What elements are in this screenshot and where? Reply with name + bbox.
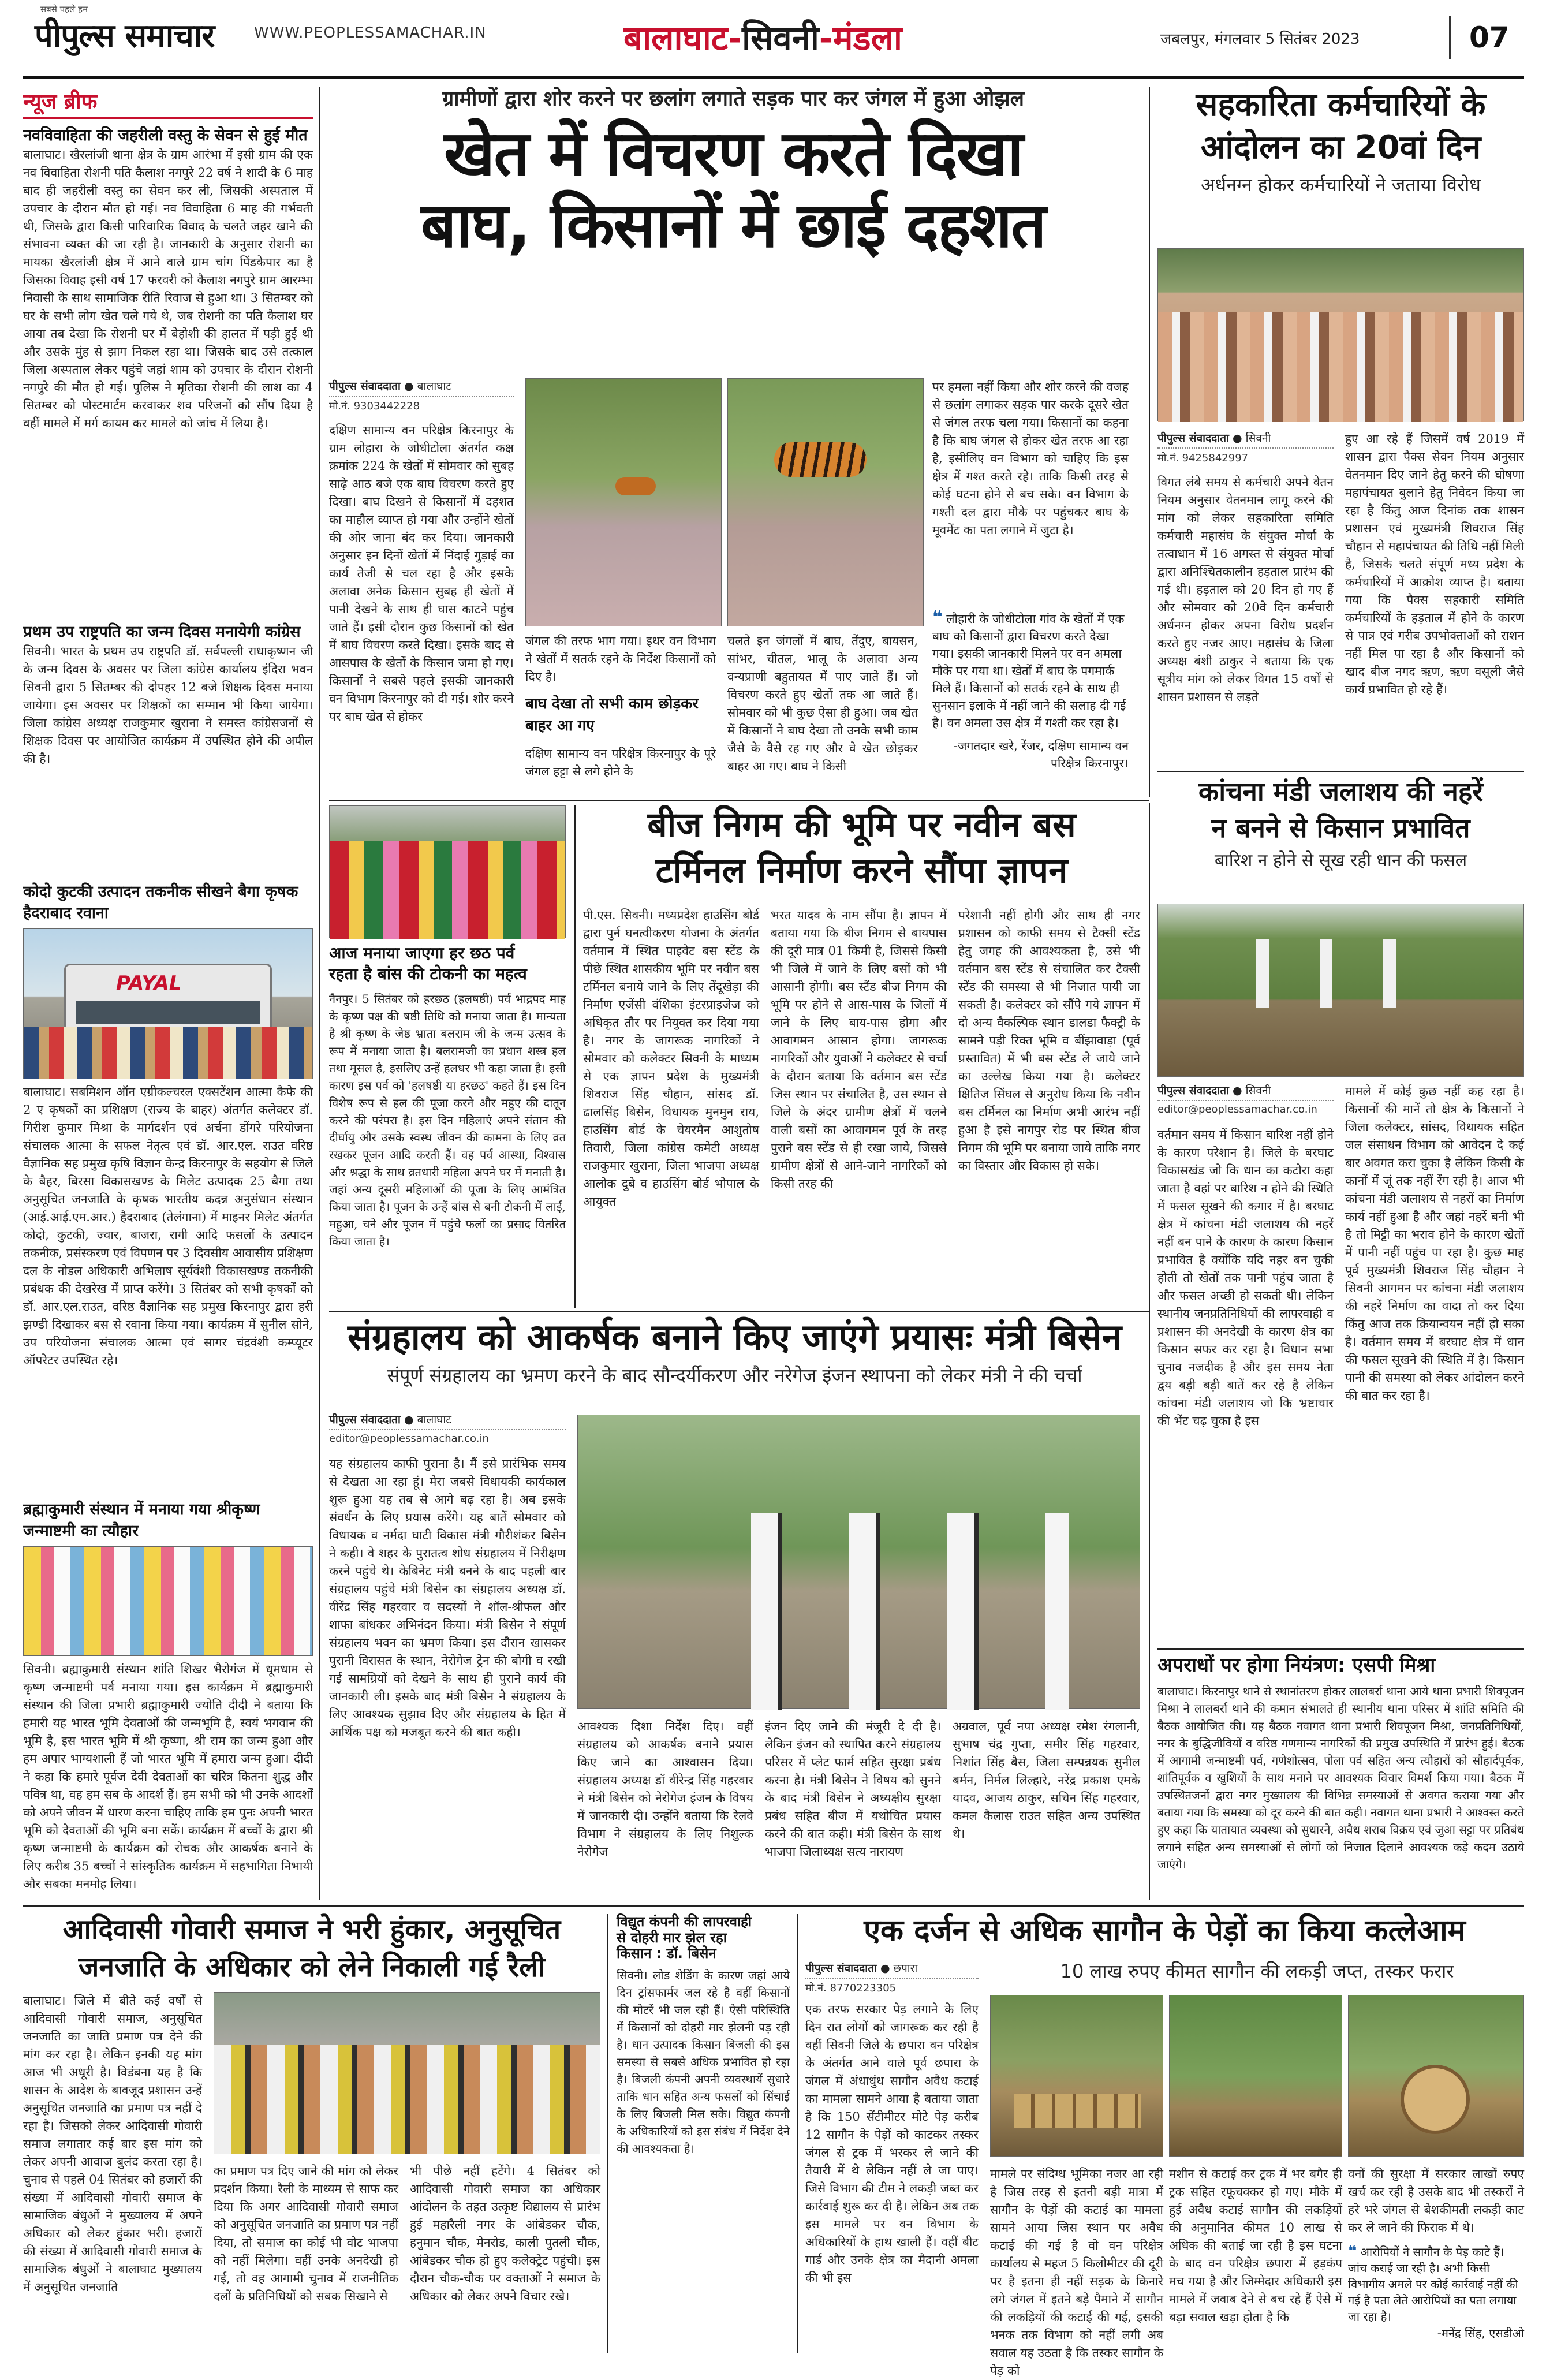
- brief-item-1: [23, 125, 313, 615]
- section-title-seoni: सिवनी: [742, 18, 819, 58]
- museum-byline-place: बालाघाट: [417, 1413, 451, 1426]
- police-story: [1157, 1654, 1524, 1897]
- teak-col-3: मशीन से कटाई कर ट्रक में भर बगैर ही ट्रक सहित रफूचक्कर हो गए। मौके में हुई अवैध कटाई सागौन की लकड़ियों की अनुमानित कीमत 10 लाख से अधिक की बताई जा रही है इस घटना के बाद वन परिक्षेत्र छपारा में हड़कंप मच गया है और जिम्मेदार अधिकारी इस मामले में जवाब देने से बच रहे हैं ऐसे में बड़ा सवाल खड़ा होता है कि: [1169, 2167, 1342, 2324]
- felled-logs: [1014, 2094, 1141, 2128]
- museum-col-2: आवश्यक दिशा निर्देश दिए। वहीं संग्रहालय को आकर्षक बनाने प्रयास किए जाने का आश्वासन दिया। संग्रहालय अध्यक्ष डॉ वीरेन्द्र सिंह गहरवार ने मंत्री बिसेन को नेरोगेज इंजन के विषय में जानकारी दी। उन्होंने बताया कि रेलवे विभाग ने संग्रहालय के लिए निशुल्क नेरोगेज: [577, 1719, 753, 1859]
- tiger-quote-text: लौहारी के जोधीटोला गांव के खेतों में एक बाघ को किसानों द्वारा विचरण करते देखा गया। इसकी जानकारी मिलने पर वन अमला मौके पर गया था। खेतों में बाघ के पगमार्क मिले हैं। किसानों को सतर्क रहने के साथ ही सुनसान इलाके में नहीं जाने की सलाह दी गई है। वन अमला उस क्षेत्र में गश्ती कर रहा है।: [932, 612, 1126, 730]
- kanchana-email[interactable]: editor@peoplessamachar.co.in: [1157, 1103, 1317, 1116]
- tree-stump: [1401, 2065, 1470, 2134]
- tiger-quote-by: -जगतदार खरे, रेंजर, दक्षिण सामान्य वन परिक्षेत्र किरनापुर।: [953, 739, 1129, 770]
- rally-photo: [214, 1992, 600, 2154]
- kanchana-col-2: मामले में कोई कुछ नहीं कह रहा है। किसानों की मानें तो क्षेत्र के किसानों ने जिला कलेक्टर, सांसद, विधायक सहित जल संसाधन विभाग को आवेदन दे कई बार अवगत करा चुका है लेकिन किसी के कानों में जूं तक नहीं रेंग रही है। आज भी कांचना मंडी जलाशय से नहरों का निर्माण कार्य नहीं हुआ है और जहां नहरें बनी भी है तो मिट्टी का भराव होने के कारण खेतों में पानी नहीं पहुंच पा रहा है। कुछ माह पूर्व मुख्यमंत्री शिवराज सिंह चौहान ने सिवनी आगमन पर कांचना मंडी जलाशय की नहरें निर्माण का वादा तो कर दिया किंतु आज तक क्रियान्वयन नहीं हो सका है। वर्तमान समय में बरघाट क्षेत्र में धान की फसल सूखने की स्थिति में है। किसान पानी की समस्या को लेकर आंदोलन करने की बात कर रहा है।: [1345, 1084, 1524, 1402]
- brief-item-3-title: कोदो कुटकी उत्पादन तकनीक सीखने बैगा कृषक हैदराबाद रवाना: [23, 883, 298, 922]
- news-brief-column: [23, 87, 313, 1900]
- teak-col-2: मामले पर संदिग्ध भूमिका नजर आ रही है जिस तरह से इतनी बड़ी मात्रा में सागौन के पेड़ों की कटाई का मामला सामने आया जिस स्थान पर अवैध कटाई की गई है वो वन परिक्षेत्र कार्यालय से महज 5 किलोमीटर की दूरी पर है इतना ही नहीं सड़क के किनारे लगे जंगल में इतने बड़े पैमाने में सागौन की लकड़ियों की कटाई की गई, इसकी भनक तक विभाग को नहीं लगी अब सवाल यह उठता है कि तस्कर सागौन के पेड़ को: [990, 2167, 1163, 2378]
- tiger-col-4: पर हमला नहीं किया और शोर करने की वजह से छलांग लगाकर सड़क पार करके दूसरे खेत से जंगल तरफ चला गया। किसानों का कहना है कि बाघ जंगल से होकर खेत तरफ आ रहा है, इसीलिए वन विभाग को चाहिए कि इस क्षेत्र में गश्त करते रहे। ताकि किसी तरह से कोई घटना होने से बच सके। वन विभाग के गश्ती दल द्वारा मौके पर पहुंचकर बाघ के मूवमेंट का पता लगाने में जुटा है।: [932, 380, 1129, 537]
- tiger-phone: मो.नं. 9303442228: [329, 400, 420, 412]
- tiger-quote: [932, 609, 1129, 732]
- teak-col-1: एक तरफ सरकार पेड़ लगाने के लिए दिन रात लोगों को जागरूक कर रही है वहीं सिवनी जिले के छपारा वन परिक्षेत्र के अंतर्गत आने वाले पूर्व छपारा के जंगल में अंधाधुंध सागौन अवैध कटाई का मामला सामने आया है बताया जाता है कि 150 सेंटीमीटर मोटे पेड़ करीब 12 सागौन के पेड़ों को काटकर तस्कर जंगल से ट्रक में भरकर ले जाने की तैयारी में थे लेकिन नहीं ले जा पाए। जिसे विभाग की टीम ने लकड़ी जब्त कर कार्रवाई शुरू कर दी है। लेकिन अब तक इस मामले पर वन विभाग के अधिकारियों के हाथ खाली हैं। वहीं बीट गार्ड और उनके क्षेत्र का मैदानी अमला की भी इस: [805, 2002, 979, 2285]
- electricity-headline-3: किसान : डॉ. बिसेन: [617, 1945, 716, 1962]
- teak-headline: एक दर्जन से अधिक सागौन के पेड़ों का किया कत्लेआम: [864, 1913, 1466, 1948]
- museum-subtitle: संपूर्ण संग्रहालय का भ्रमण करने के बाद सौन्दर्यीकरण और नरेगेज इंजन स्थापना को लेकर मंत्री ने की चर्चा: [387, 1364, 1082, 1387]
- bus-terminal-story: [583, 805, 1140, 1308]
- tiger-subhead: बाघ देखा तो सभी काम छोड़कर बाहर आ गए: [525, 695, 699, 734]
- kanchana-byline: पीपुल्स संवाददाता ● सिवनी editor@peoplessamachar.co.in: [1157, 1083, 1334, 1116]
- bamboo-rule: [574, 805, 576, 1308]
- section-title: [623, 14, 902, 59]
- tribal-headline-2: जनजाति के अधिकार को लेने निकाली गई रैली: [78, 1951, 546, 1984]
- quote-mark-icon: ❝: [1348, 2243, 1357, 2260]
- janmashtami-photo: [23, 1546, 313, 1656]
- teak-photo-1: [990, 1995, 1163, 2157]
- rally-crowd: [214, 2045, 600, 2154]
- coop-story: [1157, 87, 1524, 768]
- museum-col-1: यह संग्रहालय काफी पुराना है। मैं इसे प्रारंभिक समय से देखता आ रहा हूं। मेरा जबसे विधायकी कार्यकाल शुरू हुआ यह तब से आगे बढ़ रहा है। अब इसके संवर्धन के लिए प्रयास करेंगे। यह बातें सोमवार को विधायक व नर्मदा घाटी विकास मंत्री गौरीशंकर बिसेन ने कही। वे शहर के पुरातत्व शोध संग्रहालय में निरीक्षण करने पहुंचे थे। केबिनेट मंत्री बनने के बाद पहली बार संग्रहालय पहुंचे मंत्री बिसेन का संग्रहालय अध्यक्ष डॉ. वीरेंद्र सिंह गहरवार व सदस्यों ने शॉल-श्रीफल और शाफा बांधकर अभिनंदन किया। मंत्री बिसेन ने संपूर्ण संग्रहालय भवन का भ्रमण किया। इस दौरान खासकर पुरानी विरासत के स्थान, नेरोगेज ट्रेन की बोगी व रखी गई सामग्रियों को देखने के साथ ही पुराने कार्य की जानकारी ली। इसके बाद मंत्री बिसेन ने संग्रहालय के लिए आवश्यक सुझाव दिए और संग्रहालय के हित में आर्थिक पक्ष को मजबूत करने की बात कही।: [329, 1457, 566, 1739]
- bus-window-strip: [76, 1001, 260, 1024]
- teak-quote-by: -मनेंद्र सिंह, एसडीओ: [1437, 2326, 1524, 2340]
- coop-col-1: विगत लंबे समय से कर्मचारी अपने वेतन नियम अनुसार वेतनमान लागू करने की मांग को लेकर सहकारिता समिति कर्मचारी महासंघ के संयुक्त मोर्चा के तत्वाधान में 16 अगस्त से संयुक्त मोर्चा द्वारा अनिश्चितकालीन हड़ताल प्रारंभ की गई थी। हड़ताल को 20 दिन हो गए हैं और सोमवार को 20वे दिन कर्मचारी अर्धनग्न होकर अपना विरोध प्रदर्शन करते हुए नजर आए। महासंघ के जिला अध्यक्ष बंशी ठाकुर ने बताया कि एक सूत्रीय मांग को लेकर विगत 15 वर्षों से शासन प्रशासन से लड़ते: [1157, 475, 1334, 704]
- tiger-photo-2: [727, 378, 924, 626]
- tiger-col-2: जंगल की तरफ भाग गया। इधर वन विभाग ने खेतों में सतर्क रहने के निर्देश किसानों को दिए है।: [525, 634, 716, 684]
- masthead-rule: [23, 76, 1524, 79]
- news-brief-label: न्यूज ब्रीफ: [23, 87, 313, 119]
- brief-item-1-title: नवविवाहिता की जहरीली वस्तु के सेवन से हुई मौत: [23, 126, 308, 144]
- brief-item-4-text: सिवनी। ब्रह्माकुमारी संस्थान शांति शिखर भैरोगंज में धूमधाम से कृष्ण जन्माष्टमी पर्व मनाया गया। इस कार्यक्रम में ब्रह्माकुमारी संस्थान की जिला प्रभारी ब्रह्माकुमारी ज्योति दीदी ने बताया कि हमारी यह भारत भूमि देवताओं की जन्मभूमि है, स्वयं भगवान की भूमि है, इस भारत भूमि में श्री कृष्णा, श्री राम का जन्म हुआ और हम अपार भाग्यशाली हैं जो भारत भूमि में हमारा जन्म हुआ। दीदी ने कहा कि हमारे पूर्वज देवी देवताओं का चरित्र कितना शुद्ध और पवित्र था, वह हम सब के आदर्श हैं। हम सभी को भी उनके आदर्शों को अपने जीवन में धारण करना चाहिए ताकि हम पुनः अपनी भारत भूमि को देवताओं की भूमि बना सकें। कार्यक्रम में बच्चों के द्वारा श्री कृष्ण जन्माष्टमी के कार्यक्रम को रोचक और आकर्षक बनाने के लिए करीब 35 बच्चों ने सांस्कृतिक कार्यक्रम में सहभागिता निभायी और सबका मनमोह लिया।: [23, 1662, 313, 1891]
- teak-phone: मो.नं. 8770223305: [805, 1982, 897, 1994]
- museum-story: [329, 1316, 1140, 1900]
- tiger-byline: पीपुल्स संवाददाता ● बालाघाट मो.नं. 9303442228: [329, 378, 514, 413]
- brief-item-3-text: बालाघाट। सबमिशन ऑन एग्रीकल्चरल एक्सटेंशन आत्मा कैफे की 2 ए कृषकों का प्रशिक्षण (राज्य के बाहर) अंतर्गत कलेक्टर डॉ. गिरीश कुमार मिश्रा के मार्गदर्शन एवं अर्चना डोंगरे परियोजना संचालक आत्मा के सफल नेतृत्व एवं डॉ. आर.एल. राउत वरिष्ठ वैज्ञानिक सह प्रमुख कृषि विज्ञान केन्द्र किरनापुर के सहयोग से जिले के बैहर, बिरसा विकासखण्ड के मिलेट उत्पादक 25 बैगा तथा अनुसूचित जनजाति के कृषक भारतीय कदन्न अनुसंधान संस्थान (आई.आई.एम.आर.) हैदराबाद (तेलंगाना) में माइनर मिलेट अंतर्गत कोदो, कुटकी, ज्वार, बाजरा, रागी आदि फसलों के उत्पादन तकनीक, प्रसंस्करण एवं विपणन पर 3 दिवसीय आवासीय प्रशिक्षण दल के नोडल अधिकारी अभिलाष सूर्यवंशी विकासखण्ड तकनीकी प्रबंधक की देखरेख में प्राप्त करेंगे। 3 सितंबर को सभी कृषकों को डॉ. आर.एल.राउत, वरिष्ठ वैज्ञानिक सह प्रमुख किरनापुर द्वारा हरी झण्डी दिखाकर बस से रवाना किया गया। कार्यक्रम में सुनील सोने, उप परियोजना संचालक आत्मा एवं सागर चंद्रवंशी कम्प्यूटर ऑपरेटर उपस्थित रहे।: [23, 1085, 313, 1367]
- coop-headline-1: सहकारिता कर्मचारियों के: [1196, 86, 1486, 124]
- page-number: 07: [1469, 21, 1510, 54]
- women-group: [330, 841, 565, 939]
- tiger-figure-1: [615, 477, 656, 495]
- museum-headline: संग्रहालय को आकर्षक बनाने किए जाएंगे प्रयासः मंत्री बिसेन: [347, 1316, 1122, 1358]
- tiger-col-3: चलते इन जंगलों में बाघ, तेंदुए, बायसन, सांभर, चीतल, भालू के अलावा अन्य वन्यप्राणी बहुतायत में पाए जाते हैं। जो विचरण करते हुए खेतों तक आ जाते हैं। सोमवार को भी कुछ ऐसा ही हुआ। जब खेत में किसानों ने बाघ देखा तो उनके सभी काम जैसे के वैसे रह गए और वे खेत छोड़कर बाहर आ गए। बाघ ने किसी: [727, 634, 918, 773]
- bamboo-text: नैनपुर। 5 सितंबर को हरछठ (हलषष्ठी) पर्व भाद्रपद माह के कृष्ण पक्ष की षष्ठी तिथि को मनाया जाता है। मान्यता है श्री कृष्ण के जेष्ठ भ्राता बलराम जी के जन्म उत्सव के रूप में मनाया जाता है। बलरामजी का प्रधान शस्त्र हल तथा मूसल है, इसलिए उन्हें हलधर भी कहा जाता है। इसी कारण इस पर्व को 'हलषष्ठी या हरछठ' कहते हैं। इस दिन विशेष रूप से हल की पूजा करने और महुए की दातून करने की परंपरा है। इस दिन महिलाएं अपने संतान की दीर्घायु और उसके स्वस्थ जीवन की कामना के लिए व्रत रखकर पूजन आदि करती हैं। वह पर्व आस्था, विश्वास और श्रद्धा के साथ व्रतधारी महिला अपने घर में मनाती है। जहां अन्य दूसरी महिलाओं की पूजा के लिए आमंत्रित किया जाता है। पूजन के उन्हें बांस से बनी टोकनी में लाई, महुआ, चने और पूजन में पहुंचे फलों का प्रसाद वितरित किया जाता है।: [329, 992, 566, 1248]
- quote-mark-icon: ❝: [932, 607, 943, 628]
- kanchana-col-1: वर्तमान समय में किसान बारिश नहीं होने के कारण परेशान है। जिले के बरघाट विकासखंड जो कि धान का कटोरा कहा जाता है वहां पर बारिश न होने की स्थिति में फसल सूखने की कगार में है। बरघाट क्षेत्र में कांचना मंडी जलाशय की नहरें नहीं बन पाने के कारण के कारण किसान प्रभावित है क्योंकि यदि नहर बन चुकी होती तो खेतों तक पानी पहुंच जाता है और फसल अच्छी हो सकती थी। लेकिन स्थानीय जनप्रतिनिधियों की लापरवाही व प्रशासन की अनदेखी के कारण क्षेत्र का किसान सफर कर रहा है। विधान सभा चुनाव नजदीक है और इस समय नेता द्वय बड़ी बड़ी बातें कर रहे है लेकिन कांचना मंडी जलाशय जो कि भ्रष्टाचार की भेंट चढ़ चुका है इस: [1157, 1128, 1334, 1428]
- coop-byline: पीपुल्स संवाददाता ● सिवनी मो.नं. 9425842997: [1157, 430, 1334, 465]
- bus-col-3: परेशानी नहीं होगी और साथ ही नगर प्रशासन को काफी समय से टैक्सी स्टेंड हेतु जगह की आवश्यकता है, उसे भी वर्तमान बस स्टेंड से संचालित कर टैक्सी स्टेंड की समस्या से भी निजात पायी जा सकती है। कलेक्टर को सौंपे गये ज्ञापन में दो अन्य वैकल्पिक स्थान डालडा फैक्ट्री के सामने पड़ी रिक्त भूमि व बींझावाड़ा (पूर्व प्रस्तावित) में भी बस स्टेंड ले जाये जाने का उल्लेख किया गया है। कलेक्टर क्षितिज सिंघल से अनुरोध किया कि नवीन बस टर्मिनल का निर्माण अभी आरंभ नहीं हुआ है इसे नागपुर रोड पर स्थित बीज निगम की भूमि पर बनाया जाये ताकि नगर का विस्तार और विकास हो सके।: [958, 908, 1140, 1173]
- tribal-rule: [607, 1914, 608, 2353]
- bamboo-photo: [329, 805, 566, 938]
- museum-email[interactable]: editor@peoplessamachar.co.in: [329, 1433, 489, 1445]
- museum-col-4: अग्रवाल, पूर्व नपा अध्यक्ष रमेश रंगलानी, सुभाष चंद्र गुप्ता, समीर सिंह गहरवार, निशांत सिंह बैस, जिला सम्पन्नयक सुनील बर्मन, निर्मल लिल्हारे, नरेंद्र प्रकाश एमके यादव, आजय ठाकुर, सचिन सिंह गहरवार, कमल कैलास राउत सहित अन्य उपस्थित थे।: [953, 1719, 1140, 1841]
- tiger-byline-name: पीपुल्स संवाददाता: [329, 380, 401, 393]
- electricity-headline-2: से दोहरी मार झेल रहा: [617, 1929, 727, 1946]
- masthead-divider-left: [1449, 16, 1451, 59]
- coop-byline-place: सिवनी: [1245, 432, 1271, 445]
- coop-byline-name: पीपुल्स संवाददाता: [1157, 432, 1229, 445]
- brand-logo: [35, 13, 214, 57]
- kanchana-story: [1157, 777, 1524, 1643]
- electricity-rule: [797, 1914, 798, 2353]
- bus-bottom-rule: [329, 1311, 1149, 1312]
- bottom-section-rule: [23, 1905, 1524, 1907]
- bamboo-story: [329, 805, 566, 1308]
- masthead: [0, 0, 1546, 75]
- coop-headline-2: आंदोलन का 20वां दिन: [1200, 129, 1481, 167]
- museum-people: [722, 1513, 1069, 1710]
- tiger-col-2b: दक्षिण सामान्य वन परिक्षेत्र किरनापुर के पूरे जंगल हट्टा से लगे होने के: [525, 747, 716, 778]
- brief-item-1-text: बालाघाट। खैरलांजी थाना क्षेत्र के ग्राम आरंभा में इसी ग्राम की एक नव विवाहिता रोशनी पति कैलाश नगपुरे 22 वर्ष ने शादी के 6 माह बाद ही जहरीली वस्तु का सेवन कर ली, जिसकी अस्पताल में उपचार के दौरान मौत हो गई। नव विवाहिता 6 माह की गर्भवती थी, जिसके द्वारा किसी पारिवारिक विवाद के चलते जहर खाने की संभावना व्यक्त की जा रही है। जानकारी के अनुसार रोशनी का मायका खैरलांजी क्षेत्र में आने वाले ग्राम चांग पिंडकेपार का है जिसका विवाह इसी वर्ष 17 फरवरी को कैलाश नगपुरे ग्राम आरम्भा निवासी के साथ सामाजिक रीति रिवाज से हुआ था। 3 सितम्बर को घर के सभी लोग खेत चले गये थे, जब रोशनी का पति कैलाश घर आया तब देखा कि रोशनी घर में बेहोशी की हालत में पड़ी हुई थी और उसके मुंह से झाग निकल रहा था। जिसके बाद उसे तत्काल जिला अस्पताल लेकर पहुंचे जहां शाम को उपचार के दौरान रोशनी नगपुरे की मौत हो गई। पुलिस ने मृतिका रोशनी की लाश का 4 सितम्बर को पोस्टमार्टम करवाकर शव परिजनों को सौंप दिया है वहीं मामले में मर्ग कायम कर मामले को जांच में लिया है।: [23, 148, 313, 430]
- electricity-text: सिवनी। लोड शेडिंग के कारण जहां आये दिन ट्रांसफार्मर जल रहे है वहीं किसानों की मोटरें भी जल रही हैं। ऐसी परिस्थिति में किसानों को दोहरी मार झेलनी पड़ रही है। धान उत्पादक किसान बिजली की इस समस्या से सबसे अधिक प्रभावित हो रहा है। बिजली कंपनी अपनी व्यवस्थायें सुधारे ताकि धान सहित अन्य फसलों को सिंचाई के लिए बिजली मिल सके। विद्युत कंपनी के अधिकारियों को इस संबंध में निर्देश देने की आवश्यकता है।: [617, 1968, 790, 2155]
- tiger-story: [329, 87, 1137, 797]
- tiger-col-1: दक्षिण सामान्य वन परिक्षेत्र किरनापुर के ग्राम लोहारा के जोधीटोला अंतर्गत कक्ष क्रमांक 224 के खेतों में सोमवार को सुबह साढ़े आठ बजे एक बाघ विचरण करते हुए दिखा। बाघ दिखने से किसानों में दहशत का माहौल व्याप्त हो गया और उन्होंने खेतों की ओर जाना बंद कर दिया। जानकारी अनुसार इन दिनों खेतों में निंदाई गुड़ाई का कार्य तेजी से चल रहा है और इसके अलावा अनेक किसान सुबह ही खेतों में पानी देखने के साथ ही घास काटने पहुंच जाते हैं। इसी दौरान कुछ किसानों को खेत में बाघ विचरण करते दिखा। इसके बाद से आसपास के खेतों के किसान जमा हो गए। किसानों ने सबसे पहले इसकी जानकारी वन विभाग किरनापुर को दी गई। शोर करने पर बाघ खेत से होकर: [329, 423, 514, 723]
- tribal-col-2: का प्रमाण पत्र दिए जाने की मांग को लेकर प्रदर्शन किया। रैली के माध्यम से साफ कर दिया कि अगर आदिवासी गोवारी समाज को अनुसूचित जनजाति का प्रमाण पत्र नहीं दिया, तो समाज का कोई भी वोट भाजपा को नहीं मिलेगा। वहीं उनके अनदेखी हो गई, तो वह आगामी चुनाव में राजनीतिक दलों के प्रतिनिधियों को सबक सिखाने से: [214, 2164, 398, 2303]
- teak-quote: [1348, 2243, 1524, 2325]
- museum-photo: [577, 1415, 1140, 1709]
- kanchana-headline-2: न बनने से किसान प्रभावित: [1211, 812, 1470, 844]
- electricity-headline-1: विद्युत कंपनी की लापरवाही: [617, 1913, 752, 1930]
- tribal-col-3: भी पीछे नहीं हटेंगे। 4 सितंबर को आदिवासी गोवारी समाज का अधिकार आंदोलन के तहत उत्कृष्ट विद्यालय से प्रारंभ हुई महारैली नगर के आंबेडकर चौक, हनुमान चौक, मेनरोड, काली पुतली चौक, आंबेडकर चौक हो हुए कलेक्ट्रेट पहुंची। इस दौरान चौक-चौक पर वक्ताओं ने समाज के अधिकार को लेकर अपने विचार रखे।: [410, 2164, 600, 2303]
- tribal-col-1: बालाघाट। जिले में बीते कई वर्षों से आदिवासी गोवारी समाज, अनुसूचित जनजाति का जाति प्रमाण पत्र देने की मांग कर रहा है। लेकिन इनकी यह मांग आज भी अधूरी है। विडंबना यह है कि शासन के आदेश के बावजूद प्रशासन उन्हें अनुसूचित जनजाति का प्रमाण पत्र नहीं दे रहा है। जिसको लेकर आदिवासी गोवारी समाज लगातार कई बार इस मांग को लेकर अपनी आवाज बुलंद करता रहा है। चुनाव से पहले 04 सितंबर को हजारों की संख्या में आदिवासी गोवारी समाज के सामाजिक बंधुओं ने मुख्यालय में अपने अधिकार को लेकर हुंकार भरी। हजारों की संख्या में आदिवासी गोवारी समाज के सामाजिक बंधुओं ने बालाघाट मुख्यालय में अनुसूचित जनजाति: [23, 1994, 202, 2294]
- teak-story: [805, 1913, 1524, 2378]
- section-title-balaghat: बालाघाट-: [623, 18, 742, 58]
- people-group: [24, 1027, 312, 1079]
- masthead-tagline: सबसे पहले हम: [40, 4, 88, 14]
- teak-subtitle: 10 लाख रुपए कीमत सागौन की लकड़ी जप्त, तस्कर फरार: [1060, 1960, 1454, 1982]
- teak-quote-text: आरोपियों ने सागौन के पेड़ काटे हैं। जांच कराई जा रही है। अभी किसी विभागीय अमले पर कोई कार्रवाई नहीं की गई है पता लेते आरोपियों का पता लगाया जा रहा है।: [1348, 2245, 1518, 2323]
- dateline: जबलपुर, मंगलवार 5 सितंबर 2023: [1160, 31, 1360, 48]
- website-link[interactable]: WWW.PEOPLESSAMACHAR.IN: [254, 24, 487, 42]
- museum-byline-name: पीपुल्स संवाददाता: [329, 1413, 401, 1426]
- protest-crowd: [1158, 312, 1523, 422]
- brief-item-2-title: प्रथम उप राष्ट्रपति का जन्म दिवस मनायेगी कांग्रेस: [23, 623, 301, 641]
- museum-col-3: इंजन दिए जाने की मंजूरी दे दी है। लेकिन इंजन को स्थापित करने संग्रहालय परिसर में प्लेट फार्म सहित सुरक्षा प्रबंध करना है। मंत्री बिसेन ने विषय को सुनने के बाद मंत्री बिसेन ने अध्यक्षीय सुरक्षा प्रबंध सहित बीज में यथोचित प्रयास करने की बात कही। मंत्री बिसेन के साथ भाजपा जिलाध्यक्ष सत्य नारायण: [765, 1719, 941, 1859]
- kanchana-bottom-rule: [1157, 1648, 1524, 1650]
- brief-item-2-text: सिवनी। भारत के प्रथम उप राष्ट्रपति डॉ. सर्वपल्ली राधाकृष्णन जी के जन्म दिवस के अवसर पर जिला कांग्रेस कार्यालय इंदिरा भवन सिवनी द्वारा 5 सितम्बर की दोपहर 12 बजे शिक्षक दिवस मनाया जायेगा। इस अवसर पर शिक्षकों का सम्मान भी किया जायेगा। जिला कांग्रेस अध्यक्ष राजकुमार खुराना ने समस्त कांग्रेसजनों से शिक्षक दिवस पर आयोजित कार्यक्रम में उपस्थित होने की अपील की है।: [23, 644, 313, 766]
- bus-headline-1: बीज निगम की भूमि पर नवीन बस: [647, 805, 1076, 845]
- tribal-headline-1: आदिवासी गोवारी समाज ने भरी हुंकार, अनुसूचित: [62, 1913, 561, 1946]
- coop-bottom-rule: [1157, 771, 1524, 772]
- kanchana-byline-place: सिवनी: [1245, 1084, 1271, 1097]
- tiger-quote-box: [932, 609, 1129, 782]
- left-column-rule: [319, 87, 320, 1900]
- canal-photo: [1157, 904, 1524, 1077]
- electricity-story: [617, 1914, 790, 2353]
- coop-col-2: हुए आ रहे हैं जिसमें वर्ष 2019 में शासन द्वारा पैक्स सेवन नियम अनुसार वेतनमान दिए जाने हेतु करने की घोषणा महापंचायत बुलाने हेतु निवेदन किया जा रहा है किंतु आज दिनांक तक शासन प्रशासन एवं मुख्यमंत्री शिवराज सिंह चौहान से महापंचायत की तिथि नहीं मिली है, जिसके चलते संपूर्ण मध्य प्रदेश के कर्मचारियों में आक्रोश व्याप्त है। बताया गया कि पैक्स सहकारी समिति कर्मचारियों के हड़ताल में होने के कारण से पात्र एवं गरीब उपभोक्ताओं को राशन नहीं मिल पा रहा है और किसानों को खाद बीज नगद ऋण, ऋण वसूली जैसे कार्य प्रभावित हो रहे हैं।: [1345, 432, 1524, 696]
- brief-item-4-title: ब्रह्माकुमारी संस्थान में मनाया गया श्रीकृष्ण जन्माष्टमी का त्यौहार: [23, 1501, 260, 1540]
- tiger-headline-2: बाघ, किसानों में छाई दहशत: [421, 189, 1045, 262]
- tiger-headline-1: खेत में विचरण करते दिखा: [443, 118, 1023, 191]
- teak-byline-place: छपारा: [893, 1962, 918, 1975]
- kanchana-headline-1: कांचना मंडी जलाशय की नहरें: [1198, 776, 1484, 807]
- brief-item-3: [23, 881, 313, 1493]
- kanchana-subtitle: बारिश न होने से सूख रही धान की फसल: [1214, 850, 1467, 871]
- bus-headline-2: टर्मिनल निर्माण करने सौंपा ज्ञापन: [655, 850, 1068, 891]
- section-title-mandla: -मंडला: [819, 18, 902, 58]
- police-headline: अपराधों पर होगा नियंत्रण: एसपी मिश्रा: [1157, 1654, 1436, 1677]
- right-column-rule: [1149, 803, 1150, 1900]
- museum-byline: पीपुल्स संवाददाता ● बालाघाट editor@peoplessamachar.co.in: [329, 1412, 566, 1445]
- coop-protest-photo: [1157, 248, 1524, 421]
- tiger-right-rule: [1149, 87, 1150, 797]
- teak-quote-box: [1348, 2243, 1524, 2353]
- police-text: बालाघाट। किरनापुर थाने से स्थानांतरण होकर लालबर्रा थाना आये थाना प्रभारी शिवपूजन मिश्रा ने लालबर्रा थाने की कमान संभालते ही स्थानीय थाना परिसर में शांति समिति की बैठक आयोजित की। यह बैठक नवागत थाना प्रभारी शिवपूजन मिश्रा, जनप्रतिनिधियों, नगर के बुद्धिजीवियों व वरिष्ठ गणमान्य नागरिकों की प्रमुख उपस्थिति में प्रारंभ हुई। बैठक में आगामी जन्माष्टमी पर्व, गणेशोत्सव, पोला पर्व सहित अन्य त्यौहारों को सौहार्दपूर्वक, शांतिपूर्वक व खुशियों के साथ मनाने पर आवश्यक विचार विमर्श किया गया। बैठक में उपस्थितजनों द्वारा नगर मुख्यालय की विभिन्न समस्याओं से अवगत कराया गया और बताया गया कि समस्या को दूर करने की बात कही। नवागत थाना प्रभारी ने आश्वस्त करते हुए कहा कि यातायात व्यवस्था को सुधारने, अवैध शराब विक्रय एवं जुआ सट्टा पर प्रतिबंध लगाने सहित अन्य समस्याओं से लोगों को निजात दिलाने आवश्यक कड़े कदम उठाये जाएंगे।: [1157, 1684, 1524, 1872]
- brief-item-2: [23, 621, 313, 875]
- teak-byline-name: पीपुल्स संवाददाता: [805, 1962, 877, 1975]
- teak-photo-3: [1348, 1995, 1524, 2157]
- bus-sign: PAYAL: [116, 972, 182, 995]
- tribal-story: [23, 1914, 600, 2353]
- teak-col-4: वनों की सुरक्षा में सरकार लाखों रुपए खर्च कर रही है उसके बाद भी तस्करों ने हरे भरे जंगल से बेशकीमती लकड़ी काट कर ले जाने की फिराक में थे।: [1348, 2167, 1524, 2234]
- tiger-kicker: ग्रामीणों द्वारा शोर करने पर छलांग लगाते सड़क पार कर जंगल में हुआ ओझल: [442, 87, 1025, 111]
- canal-people: [1233, 939, 1429, 1008]
- bus-photo: [23, 928, 313, 1079]
- bus-col-1: पी.एस. सिवनी। मध्यप्रदेश हाउसिंग बोर्ड द्वारा पुर्न घनत्वीकरण योजना के अंतर्गत वर्तमान में स्थित पाइवेट बस स्टेंड के पीछे स्थित शासकीय भूमि पर नवीन बस टर्मिनल बनाये जाने के लिए तेंदूखेड़ा की निर्माण एजेंसी वंशिका इंटरप्राइजेज को अधिकृत तौर पर नियुक्त कर दिया गया है। नगर के जागरूक नागरिकों ने सोमवार को कलेक्टर सिवनी के माध्यम से एक ज्ञापन प्रदेश के मुख्यमंत्री शिवराज सिंह चौहान, सांसद डॉ. ढालसिंह बिसेन, विधायक मुनमुन राय, हाउसिंग बोर्ड के चेयरमैन आशुतोष तिवारी, जिला कांग्रेस कमेटी अध्यक्ष राजकुमार खुराना, जिला भाजपा अध्यक्ष आलोक दुबे व हाउसिंग बोर्ड भोपाल के आयुक्त: [583, 908, 759, 1208]
- teak-byline: पीपुल्स संवाददाता ● छपारा मो.नं. 8770223305: [805, 1960, 979, 1995]
- brand-name: पीपुल्स समाचार: [35, 17, 215, 55]
- coop-phone: मो.नं. 9425842997: [1157, 452, 1249, 464]
- bamboo-headline-1: आज मनाया जाएगा हर छठ पर्व: [329, 943, 515, 963]
- brief-item-4: [23, 1499, 313, 1926]
- bamboo-headline-2: रहता है बांस की टोकनी का महत्व: [329, 964, 527, 983]
- bus-col-2: भरत यादव के नाम सौंपा है। ज्ञापन में बताया गया कि बीज निगम से बायपास की दूरी मात्र 01 किमी है, जिससे किसी भी जिले में जाने के लिए बसों को भी आसानी होगी। बस स्टैंड बीज निगम की भूमि पर होने से आस-पास के जिलों में जाने के लिए बाय-पास होगा और आवागमन आसान होगा। जागरूक नागरिकों और युवाओं ने कलेक्टर से चर्चा के दौरान बताया कि वर्तमान बस स्टेंड जिस स्थान पर संचालित है, उस स्थान से जिले के अंदर ग्रामीण क्षेत्रों में चलने वाली बसों का आवागमन पूर्व के तरह पुराने बस स्टेंड से ही रखा जाये, जिससे ग्रामीण क्षेत्रों से आने-जाने नागरिकों को किसी तरह की: [771, 908, 947, 1191]
- tiger-byline-place: बालाघाट: [417, 380, 451, 393]
- kanchana-byline-name: पीपुल्स संवाददाता: [1157, 1084, 1229, 1097]
- coop-subtitle: अर्धनग्न होकर कर्मचारियों ने जताया विरोध: [1200, 173, 1481, 196]
- tiger-bottom-rule: [329, 800, 1149, 801]
- tiger-photo-1: [525, 378, 722, 626]
- tiger-figure-2: [774, 442, 867, 477]
- teak-photo-2: [1169, 1995, 1342, 2157]
